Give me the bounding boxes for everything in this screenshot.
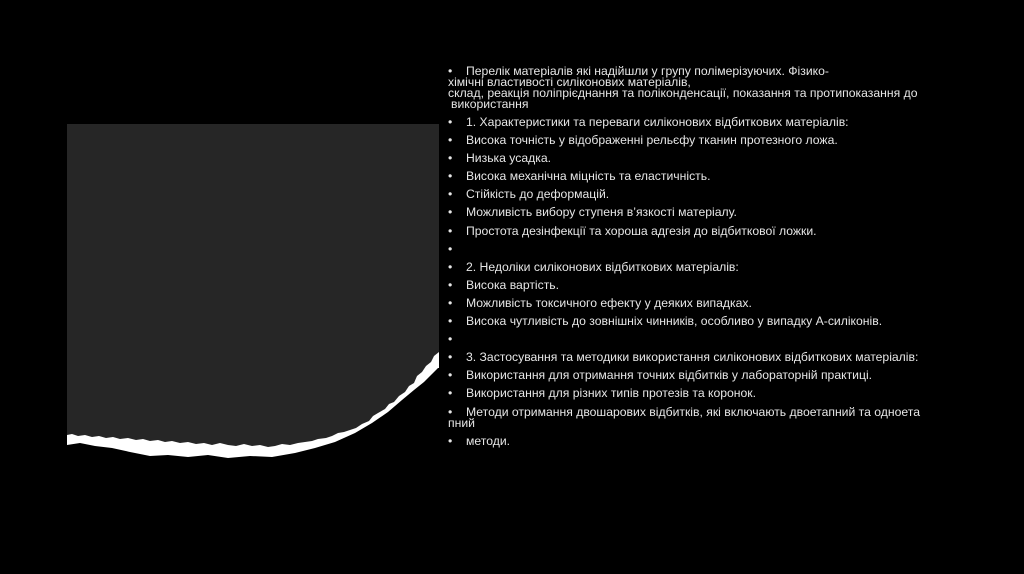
list-item: • Стійкість до деформацій.: [448, 189, 968, 200]
list-item: • Висока вартість.: [448, 280, 968, 291]
intro-line-1: • Перелік матеріалів які надійшли у групу полімерізуючих. Фізико-: [448, 66, 968, 77]
list-item: • Використання для отримання точних відбитків у лабораторній практиці.: [448, 370, 968, 381]
wrapped-line-1: • Методи отримання двошарових відбитків, які включають двоетапний та одноета: [448, 407, 968, 418]
list-item: • 3. Застосування та методики використання силіконових відбиткових матеріалів:: [448, 352, 968, 363]
intro-line-2: хімічні властивості силіконових матеріалів,: [448, 75, 691, 89]
list-item: • Висока механічна міцність та еластичність.: [448, 171, 968, 182]
bullet-list: [448, 66, 968, 454]
list-item: • Висока чутливість до зовнішніх чинників, особливо у випадку А-силіконів.: [448, 316, 968, 327]
intro-item: [448, 66, 968, 110]
list-item: • Низька усадка.: [448, 153, 968, 164]
wrapped-line-2: пний: [448, 415, 475, 430]
list-item: • Використання для різних типів протезів та коронок.: [448, 388, 968, 399]
list-item: • 2. Недоліки силіконових відбиткових матеріалів:: [448, 262, 968, 273]
intro-line-4: використання: [451, 97, 529, 111]
list-item: • Простота дезінфекції та хороша адгезія до відбиткової ложки.: [448, 226, 968, 237]
list-item: • 1. Характеристики та переваги силіконових відбиткових матеріалів:: [448, 117, 968, 128]
list-item: • методи.: [448, 436, 968, 447]
list-item-empty: [448, 244, 968, 255]
list-item: • Можливість вибору ступеня в’язкості матеріалу.: [448, 207, 968, 218]
torn-paper-dark-area: [67, 124, 439, 447]
list-item: • Висока точність у відображенні рельєфу тканин протезного ложа.: [448, 135, 968, 146]
list-item-empty: [448, 334, 968, 345]
intro-line-3: склад, реакція поліпрієднання та поліконденсації, показання та протипоказання до: [448, 86, 918, 100]
list-item: • Можливість токсичного ефекту у деяких випадках.: [448, 298, 968, 309]
list-item-wrapped: [448, 404, 968, 430]
